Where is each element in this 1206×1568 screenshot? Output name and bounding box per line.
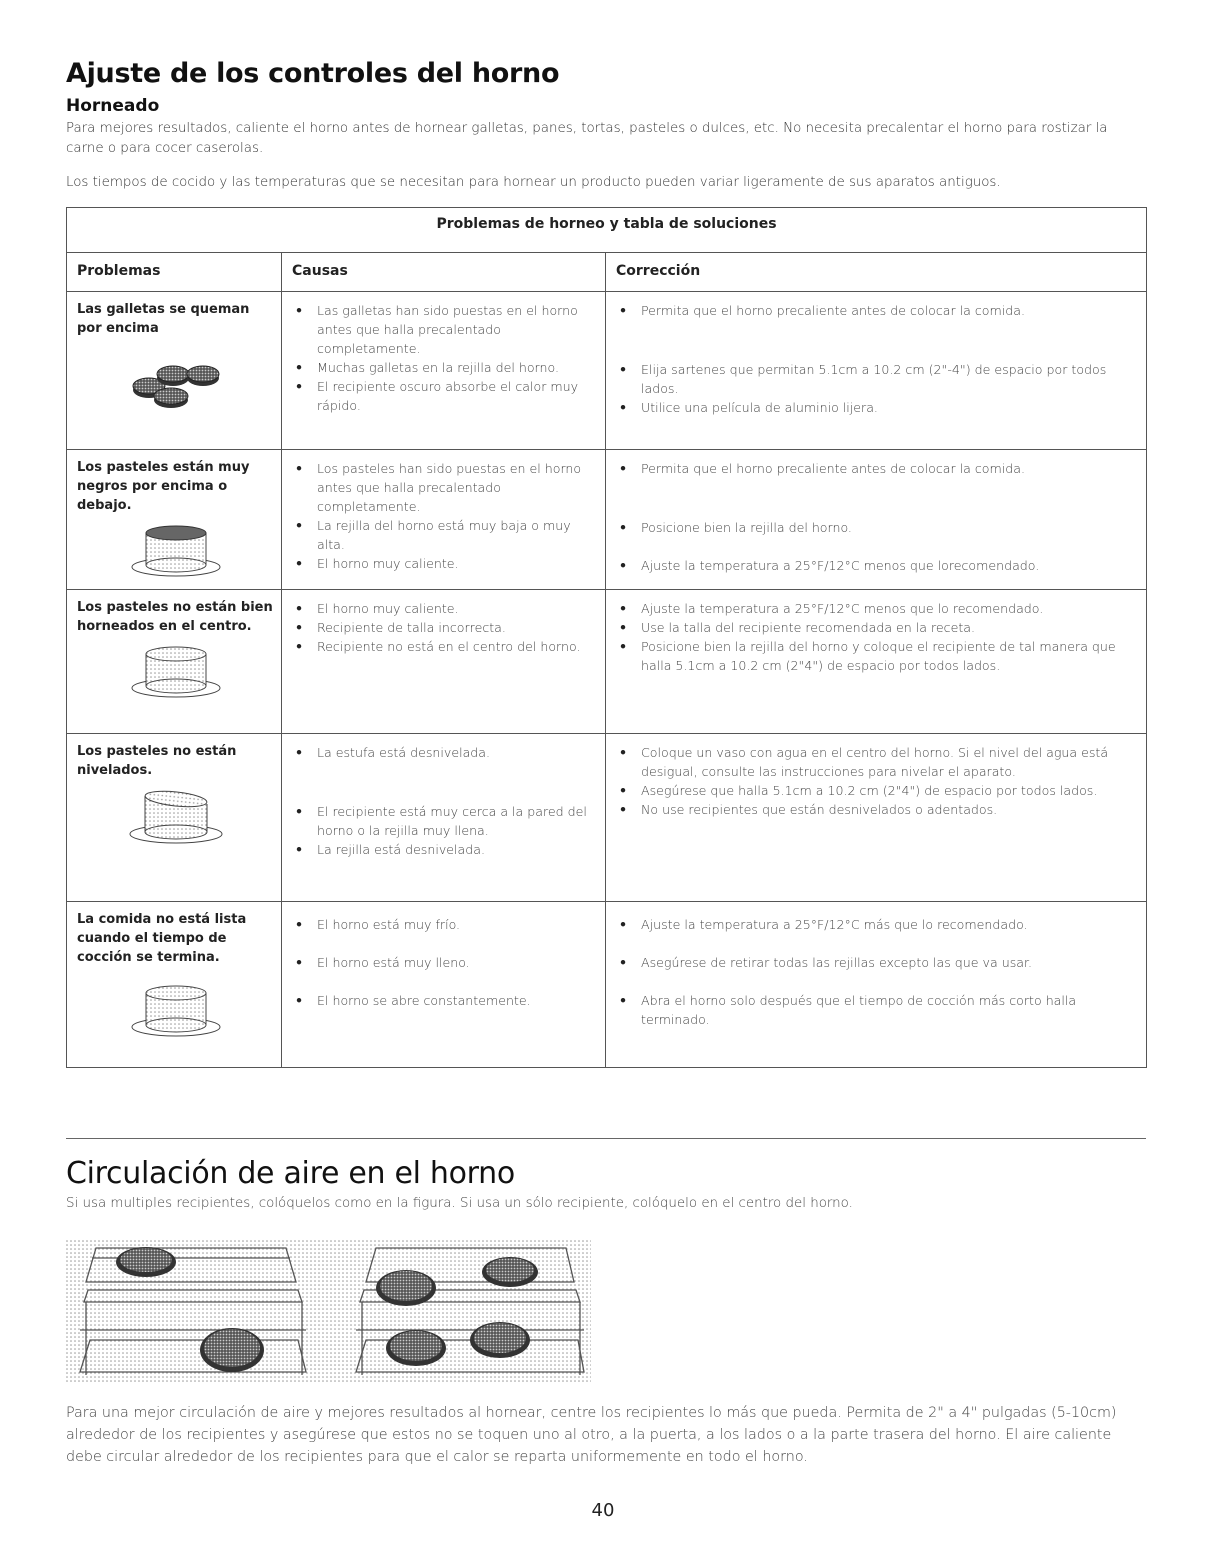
document-page (66, 58, 1146, 1068)
cake-icon (126, 640, 226, 700)
header-correccion: Corrección (606, 253, 1147, 292)
intro-paragraph-1: Para mejores resultados, caliente el horno antes de hornear galletas, panes, tortas, pasteles o dulces, etc. No necesita precalentar el horno para rostizar la carne o para cocer caserolas. (66, 121, 1108, 156)
table-row (67, 450, 1147, 590)
correction-item: • Ajuste la temperatura a 25°F/12°C menos que lorecomendado. (617, 556, 1137, 575)
air-circulation-paragraph: Para una mejor circulación de aire y mejores resultados al hornear, centre los recipientes lo más que pueda. Permita de 2" a 4" pulgadas (5-10cm) alrededor de los recipientes y asegúrese que estos no se toquen uno al otro, a la puerta, a los lados o a la parte trasera del horno. El aire caliente debe circular alrededor de los recipientes para que el calor se reparta uniformemente en todo el horno. (66, 1405, 1117, 1465)
cause-item: • El recipiente está muy cerca a la pared del horno o la rejilla muy llena. (293, 802, 596, 840)
cake-icon (126, 519, 226, 579)
pan-icon (386, 1330, 446, 1366)
header-problemas: Problemas (67, 253, 282, 292)
header-causas: Causas (282, 253, 606, 292)
correction-item: • Asegúrese que halla 5.1cm a 10.2 cm (2"4") de espacio por todos lados. (617, 781, 1137, 800)
correction-item: • Coloque un vaso con agua en el centro del horno. Si el nivel del agua está desigual, consulte las instrucciones para nivelar el aparato. (617, 743, 1137, 781)
air-circulation-section (66, 1158, 1146, 1214)
tilted-cake-icon (121, 784, 231, 846)
correction-item: • Utilice una película de aluminio lijera. (617, 398, 1137, 417)
correction-item: • No use recipientes que están desnivelados o adentados. (617, 800, 1137, 819)
cause-item: • El horno se abre constantemente. (293, 991, 596, 1010)
correction-item: • Ajuste la temperatura a 25°F/12°C más que lo recomendado. (617, 915, 1137, 934)
intro-paragraph-2: Los tiempos de cocido y las temperaturas que se necesitan para hornear un producto pueden variar ligeramente de sus aparatos antiguos. (66, 175, 1001, 190)
correction-item: • Ajuste la temperatura a 25°F/12°C menos que lo recomendado. (617, 599, 1137, 618)
pan-icon (470, 1322, 530, 1358)
cause-item: • La estufa está desnivelada. (293, 743, 596, 762)
pan-icon (116, 1247, 176, 1277)
section-title: Circulación de aire en el horno (66, 1156, 515, 1191)
pan-icon (376, 1270, 436, 1306)
table-row (67, 902, 1147, 1068)
table-row (67, 292, 1147, 450)
section-title: Ajuste de los controles del horno (66, 58, 560, 89)
cause-item: • La rejilla del horno está muy baja o muy alta. (293, 516, 596, 554)
problem-label: Las galletas se queman por encima (77, 302, 250, 336)
section-intro: Si usa multiples recipientes, colóquelos como en la figura. Si usa un sólo recipiente, colóquelo en el centro del horno. (66, 1196, 853, 1211)
correction-item: • Use la talla del recipiente recomendada en la receta. (617, 618, 1137, 637)
problem-label: La comida no está lista cuando el tiempo de cocción se termina. (77, 912, 247, 965)
oven-racks-figure (66, 1240, 591, 1382)
correction-item: • Permita que el horno precaliente antes de colocar la comida. (617, 459, 1137, 478)
pan-icon (482, 1257, 538, 1287)
cause-item: • El horno muy caliente. (293, 599, 596, 618)
table-row (67, 734, 1147, 902)
section-subtitle: Horneado (66, 96, 160, 116)
correction-item: • Abra el horno solo después que el tiempo de cocción más corto halla terminado. (617, 991, 1137, 1029)
cause-item: • El recipiente oscuro absorbe el calor muy rápido. (293, 377, 596, 415)
cause-item: • El horno está muy lleno. (293, 953, 596, 972)
cause-item: • Los pasteles han sido puestas en el horno antes que halla precalentado completamente. (293, 459, 596, 516)
problem-label: Los pasteles no están bien horneados en el centro. (77, 600, 273, 634)
table-row (67, 590, 1147, 734)
cause-item: • Las galletas han sido puestas en el horno antes que halla precalentado completamente. (293, 301, 596, 358)
cake-icon (126, 979, 226, 1039)
table-title: Problemas de horneo y tabla de soluciones (67, 208, 1147, 253)
cause-item: • Recipiente no está en el centro del horno. (293, 637, 596, 656)
pan-icon (200, 1328, 264, 1372)
problems-table (66, 207, 1147, 1068)
correction-item: • Posicione bien la rejilla del horno. (617, 518, 1137, 537)
correction-item: • Asegúrese de retirar todas las rejillas excepto las que va usar. (617, 953, 1137, 972)
cause-item: • La rejilla está desnivelada. (293, 840, 596, 859)
cause-item: • Muchas galletas en la rejilla del horno. (293, 358, 596, 377)
correction-item: • Elija sartenes que permitan 5.1cm a 10.2 cm (2"-4") de espacio por todos lados. (617, 360, 1137, 398)
cause-item: • El horno está muy frío. (293, 915, 596, 934)
cause-item: • Recipiente de talla incorrecta. (293, 618, 596, 637)
section-divider (66, 1138, 1146, 1139)
page-number: 40 (591, 1500, 615, 1521)
correction-item: • Posicione bien la rejilla del horno y coloque el recipiente de tal manera que halla 5.1cm a 10.2 cm (2"4") de espacio por todos lados. (617, 637, 1137, 675)
problem-label: Los pasteles no están nivelados. (77, 744, 237, 778)
correction-item: • Permita que el horno precaliente antes de colocar la comida. (617, 301, 1137, 320)
cause-item: • El horno muy caliente. (293, 554, 596, 573)
problem-label: Los pasteles están muy negros por encima o debajo. (77, 460, 250, 513)
cookies-icon (111, 348, 241, 418)
